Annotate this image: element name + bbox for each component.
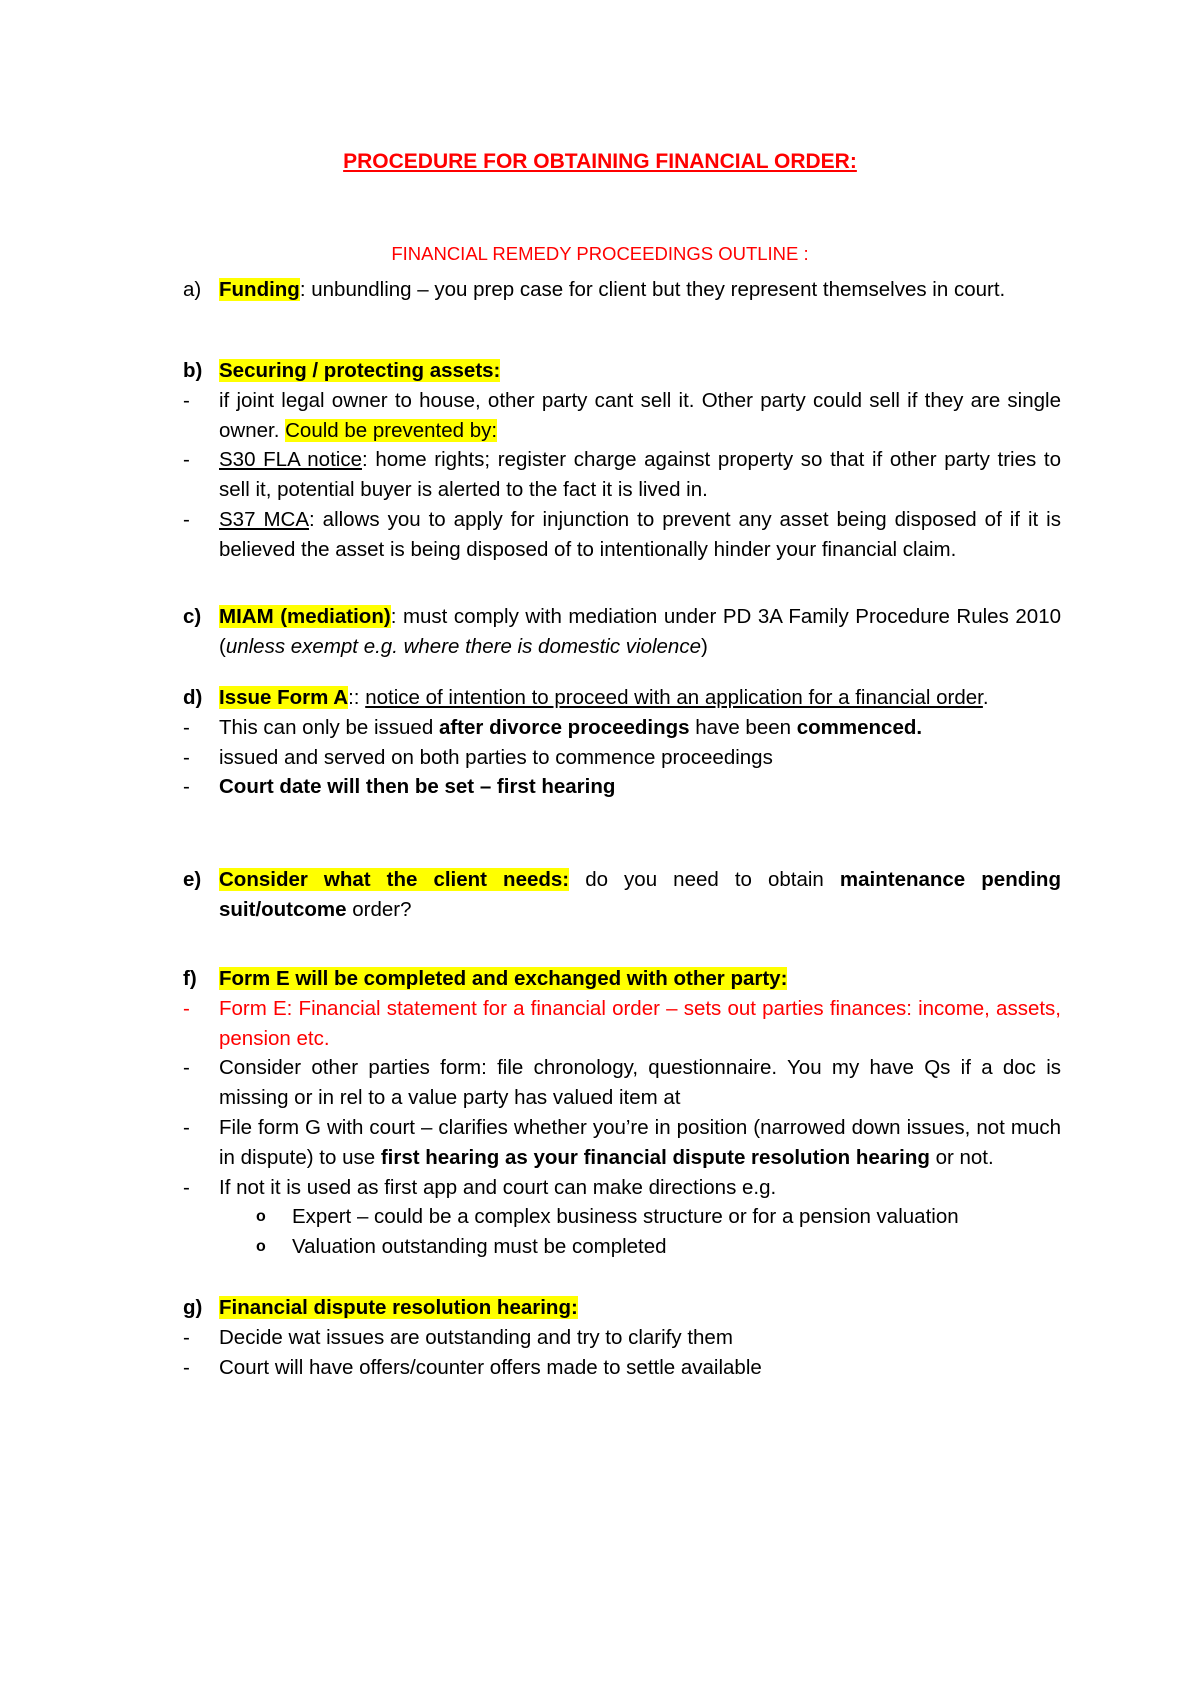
statute-reference: S37 MCA xyxy=(219,507,309,531)
section-b-heading: Securing / protecting assets: xyxy=(219,359,501,382)
section-a-marker: a) xyxy=(183,278,202,301)
section-e-item xyxy=(183,865,1061,925)
section-e-text: do you need to obtain xyxy=(569,868,840,891)
section-e-heading: Consider what the client needs: xyxy=(219,868,570,891)
dash-marker: - xyxy=(183,388,190,412)
dash-marker: - xyxy=(183,1056,190,1080)
bullet-item xyxy=(183,505,1061,565)
dash-marker: - xyxy=(183,996,190,1020)
bullet-text: : allows you to apply for injunction to prevent any asset being disposed of if it is believed the asset is being disposed of to intentionally hinder your financial claim. xyxy=(219,507,1061,561)
sub-bullet-text: Valuation outstanding must be completed xyxy=(292,1235,667,1259)
dash-marker: - xyxy=(183,1325,190,1349)
bullet-item xyxy=(183,1323,1061,1353)
bullet-item xyxy=(183,743,1061,773)
bullet-text: Consider other parties form: file chronology, questionnaire. You my have Qs if a doc is missing or in rel to a value party has valued item at xyxy=(219,1056,1061,1110)
bold-text: first hearing as your financial dispute resolution hearing xyxy=(380,1145,930,1169)
dash-marker: - xyxy=(183,775,190,799)
section-b-item xyxy=(183,356,1061,386)
dash-marker: - xyxy=(183,1175,190,1199)
highlight-text: Could be prevented by: xyxy=(285,418,498,442)
section-b xyxy=(183,356,1061,565)
bullet-item xyxy=(183,1053,1061,1113)
bullet-item xyxy=(183,994,1061,1054)
dash-marker: - xyxy=(183,715,190,739)
bullet-item xyxy=(183,445,1061,505)
bullet-text: if joint legal owner to house, other party cant sell it. Other party could sell if they are single owner. xyxy=(219,388,1061,442)
section-c xyxy=(183,602,1061,662)
bold-text: maintenance pending suit/outcome xyxy=(219,868,1061,921)
section-f xyxy=(183,964,1061,1262)
section-c-heading: MIAM (mediation) xyxy=(219,605,391,628)
section-a xyxy=(183,275,1061,305)
bullet-text: File form G with court – clarifies whether you’re in position (narrowed down issues, not much in dispute) to use xyxy=(219,1115,1061,1169)
dash-marker: - xyxy=(183,745,190,769)
circle-bullet-icon: o xyxy=(256,1238,266,1256)
section-d-marker: d) xyxy=(183,686,203,709)
bullet-text: issued and served on both parties to commence proceedings xyxy=(219,745,773,769)
page-title: PROCEDURE FOR OBTAINING FINANCIAL ORDER: xyxy=(343,150,857,173)
bullet-text: or not. xyxy=(929,1145,994,1169)
bullet-text: Court will have offers/counter offers made to settle available xyxy=(219,1355,762,1379)
section-g-item xyxy=(183,1293,1061,1323)
dash-marker: - xyxy=(183,1355,190,1379)
section-d-item xyxy=(183,683,1061,713)
sub-bullet-item xyxy=(183,1202,1061,1232)
circle-bullet-icon: o xyxy=(256,1208,266,1226)
bullet-item xyxy=(183,386,1061,446)
section-c-italic: unless exempt e.g. where there is domestic violence xyxy=(225,634,701,658)
bullet-item xyxy=(183,1113,1061,1173)
section-a-item xyxy=(183,275,1061,305)
page-subtitle: FINANCIAL REMEDY PROCEEDINGS OUTLINE : xyxy=(391,243,809,264)
section-c-close: ) xyxy=(700,634,708,658)
section-b-marker: b) xyxy=(183,359,203,382)
bullet-item xyxy=(183,772,1061,802)
bold-text: after divorce proceedings xyxy=(438,715,690,739)
section-d-period: . xyxy=(982,686,989,709)
bullet-text: If not it is used as first app and court can make directions e.g. xyxy=(219,1175,777,1199)
dash-marker: - xyxy=(183,448,190,472)
bullet-item xyxy=(183,1173,1061,1203)
section-e-text-end: order? xyxy=(346,897,412,921)
sub-bullet-item xyxy=(183,1232,1061,1262)
section-d-heading: Issue Form A xyxy=(219,686,349,709)
section-f-marker: f) xyxy=(183,967,197,990)
bold-text: Court date will then be set – first hearing xyxy=(219,775,616,799)
dash-marker: - xyxy=(183,1115,190,1139)
bullet-item xyxy=(183,713,1061,743)
section-g-heading: Financial dispute resolution hearing: xyxy=(219,1296,578,1319)
section-e-marker: e) xyxy=(183,868,202,891)
section-f-heading: Form E will be completed and exchanged with other party: xyxy=(219,967,788,990)
red-bullet-text: Form E: Financial statement for a financial order – sets out parties finances: income, assets, pension etc. xyxy=(219,996,1061,1050)
section-g xyxy=(183,1293,1061,1382)
bullet-text: Decide wat issues are outstanding and try to clarify them xyxy=(219,1325,733,1349)
section-c-item xyxy=(183,602,1061,662)
section-d-underlined: notice of intention to proceed with an application for a financial order xyxy=(365,686,983,709)
section-g-marker: g) xyxy=(183,1296,203,1319)
section-d-colon: :: xyxy=(348,686,366,709)
bullet-text: have been xyxy=(689,715,797,739)
sub-bullet-text: Expert – could be a complex business structure or for a pension valuation xyxy=(292,1205,959,1229)
section-c-text: : must comply with mediation under PD 3A Family Procedure Rules 2010 ( xyxy=(219,605,1061,658)
section-f-item xyxy=(183,964,1061,994)
section-d xyxy=(183,683,1061,802)
statute-reference: S30 FLA notice xyxy=(219,448,362,472)
section-e xyxy=(183,865,1061,925)
dash-marker: - xyxy=(183,507,190,531)
section-a-text: : unbundling – you prep case for client but they represent themselves in court. xyxy=(299,278,1006,301)
bullet-text: This can only be issued xyxy=(219,715,439,739)
section-a-heading: Funding xyxy=(219,278,300,301)
bold-text: commenced. xyxy=(796,715,923,739)
bullet-item xyxy=(183,1353,1061,1383)
section-c-marker: c) xyxy=(183,605,202,628)
bullet-text: : home rights; register charge against property so that if other party tries to sell it, potential buyer is alerted to the fact it is lived in. xyxy=(219,448,1061,502)
